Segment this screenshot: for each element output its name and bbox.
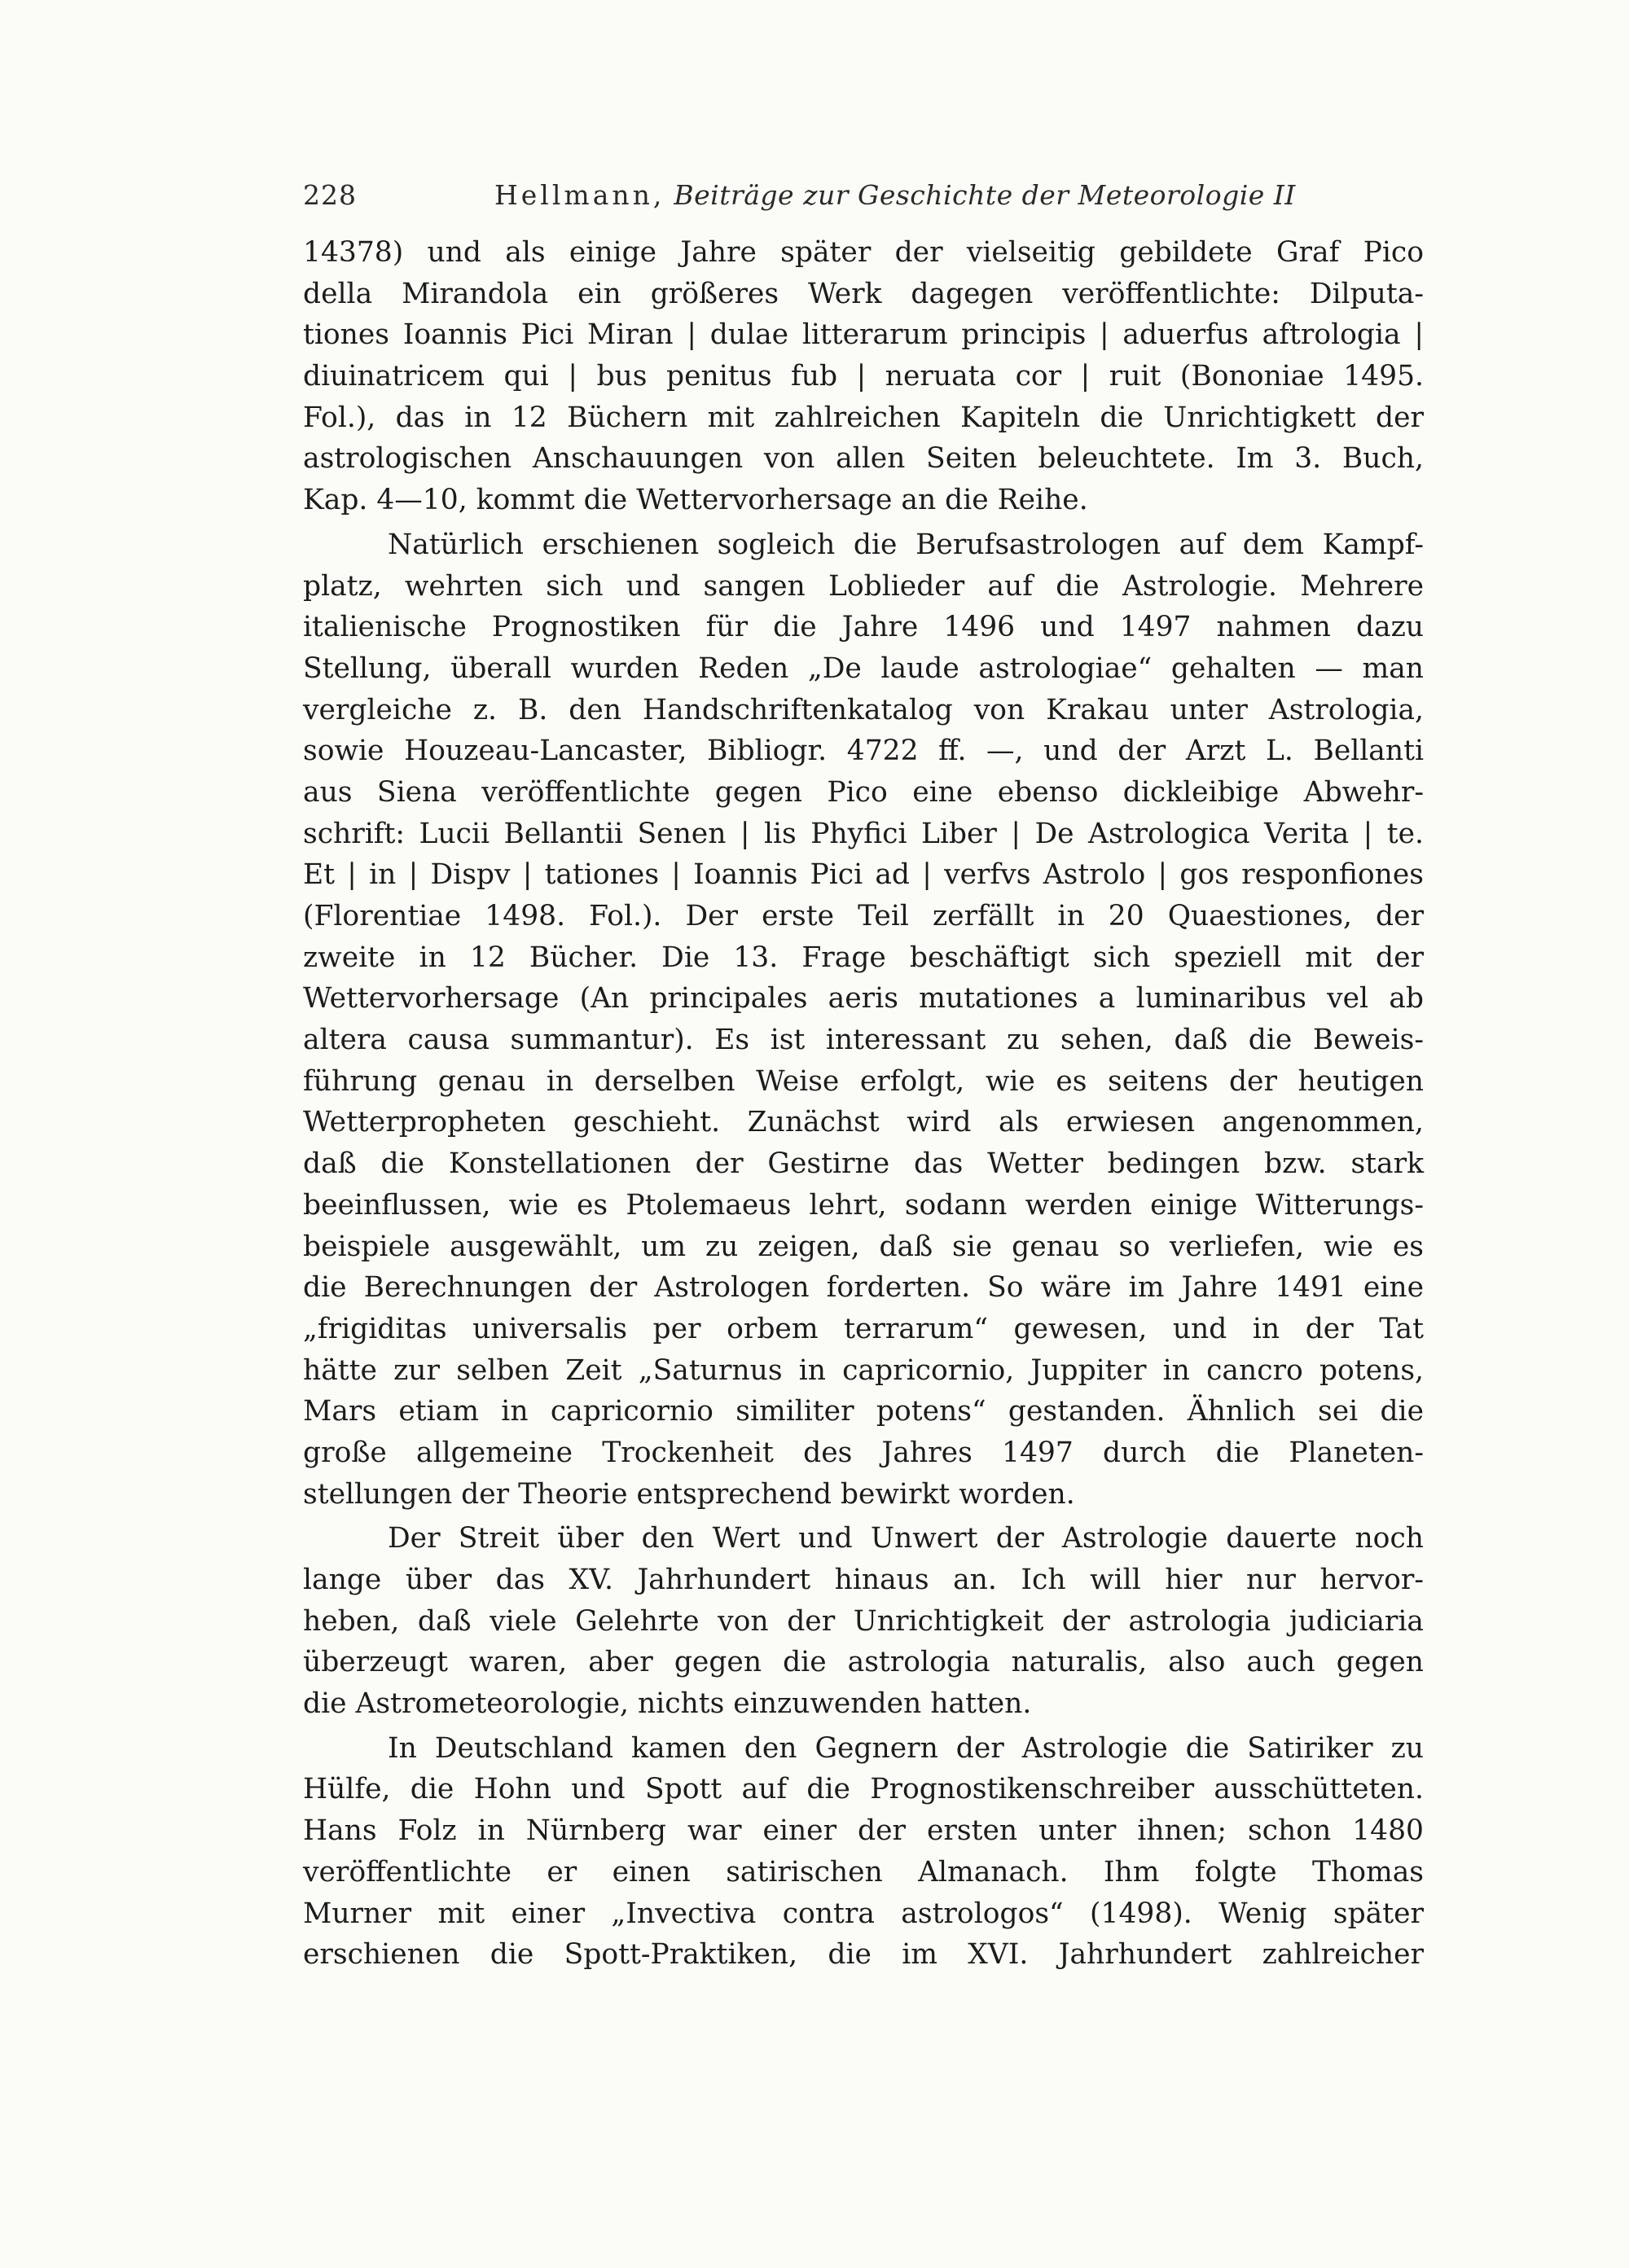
text-line: In Deutschland kamen den Gegnern der Astrologie die Satiriker zu xyxy=(388,1731,1424,1765)
text-line: 14378) und als einige Jahre später der vielseitig gebildete Graf Pico xyxy=(303,236,1424,269)
text-line: Et | in | Dispv | tationes | Ioannis Pici ad | verfvs Astrolo | gos responfiones xyxy=(303,858,1424,892)
text-line: die Astrometeorologie, nichts einzuwenden hatten. xyxy=(303,1687,1032,1721)
text-line: führung genau in derselben Weise erfolgt, wie es seitens der heutigen xyxy=(303,1064,1424,1098)
text-line: Wetterpropheten geschieht. Zunächst wird als erwiesen angenommen, xyxy=(303,1106,1424,1139)
text-line: aus Siena veröffentlichte gegen Pico eine ebenso dickleibige Abwehr- xyxy=(303,775,1424,809)
text-line: daß die Konstellationen der Gestirne das Wetter bedingen bzw. stark xyxy=(303,1147,1424,1181)
paragraph xyxy=(303,1728,1424,1976)
text-line: Natürlich erschienen sogleich die Berufsastrologen auf dem Kampf- xyxy=(388,528,1424,561)
text-line: Der Streit über den Wert und Unwert der Astrologie dauerte noch xyxy=(388,1522,1424,1555)
text-line: stellungen der Theorie entsprechend bewirkt worden. xyxy=(303,1477,1075,1511)
text-line: Murner mit einer „Invectiva contra astrologos“ (1498). Wenig später xyxy=(303,1897,1424,1930)
text-line: beispiele ausgewählt, um zu zeigen, daß sie genau so verliefen, wie es xyxy=(303,1230,1424,1263)
text-line: heben, daß viele Gelehrte von der Unrichtigkeit der astrologia judiciaria xyxy=(303,1604,1424,1638)
text-line: hätte zur selben Zeit „Saturnus in capricornio, Juppiter in cancro potens, xyxy=(303,1353,1424,1387)
header-title xyxy=(494,171,1296,220)
text-line: die Berechnungen der Astrologen forderten. So wäre im Jahre 1491 eine xyxy=(303,1271,1424,1305)
text-line: altera causa summantur). Es ist interessant zu sehen, daß die Beweis- xyxy=(303,1024,1424,1057)
text-line: zweite in 12 Bücher. Die 13. Frage beschäftigt sich speziell mit der xyxy=(303,941,1424,974)
text-line: Mars etiam in capricornio similiter potens“ gestanden. Ähnlich sei die xyxy=(303,1395,1424,1428)
text-line: della Mirandola ein größeres Werk dagegen veröffentlichte: Dilputa- xyxy=(303,277,1424,310)
text-line: sowie Houzeau-Lancaster, Bibliogr. 4722 ff. —, und der Arzt L. Bellanti xyxy=(303,735,1424,768)
text-line: erschienen die Spott-Praktiken, die im XVI. Jahrhundert zahlreicher xyxy=(303,1938,1424,1972)
text-line: Stellung, überall wurden Reden „De laude astrologiae“ gehalten — man xyxy=(303,651,1424,685)
page-number: 228 xyxy=(303,179,357,211)
text-line: Fol.), das in 12 Büchern mit zahlreichen Kapiteln die Unrichtigkett der xyxy=(303,401,1424,434)
text-line: veröffentlichte er einen satirischen Almanach. Ihm folgte Thomas xyxy=(303,1855,1424,1889)
text-line: vergleiche z. B. den Handschriftenkatalog von Krakau unter Astrologia, xyxy=(303,693,1424,726)
text-line: platz, wehrten sich und sangen Loblieder auf die Astrologie. Mehrere xyxy=(303,569,1424,603)
text-line: beeinflussen, wie es Ptolemaeus lehrt, sodann werden einige Witterungs- xyxy=(303,1188,1424,1222)
text-line: (Florentiae 1498. Fol.). Der erste Teil zerfällt in 20 Quaestiones, der xyxy=(303,900,1424,932)
text-line: diuinatricem qui | bus penitus fub | neruata cor | ruit (Bononiae 1495. xyxy=(303,360,1424,393)
paragraph xyxy=(303,232,1424,521)
paragraph xyxy=(303,524,1424,1516)
text-line: „frigiditas universalis per orbem terrarum“ gewesen, und in der Tat xyxy=(303,1312,1424,1345)
header-author: Hellmann, xyxy=(494,179,665,211)
paragraph xyxy=(303,1518,1424,1724)
text-line: lange über das XV. Jahrhundert hinaus an. Ich will hier nur hervor- xyxy=(303,1564,1424,1596)
text-line: Wettervorhersage (An principales aeris mutationes a luminaribus vel ab xyxy=(303,982,1424,1016)
text-line: italienische Prognostiken für die Jahre 1496 und 1497 nahmen dazu xyxy=(303,611,1424,644)
text-line: Kap. 4—10, kommt die Wettervorhersage an die Reihe. xyxy=(303,484,1088,517)
text-line: tiones Ioannis Pici Miran | dulae litterarum principis | aduerfus aftrologia | xyxy=(303,318,1424,352)
header-title-text: Beiträge zur Geschichte der Meteorologie II xyxy=(674,179,1296,211)
text-line: überzeugt waren, aber gegen die astrologia naturalis, also auch gegen xyxy=(303,1646,1424,1679)
text-line: Hans Folz in Nürnberg war einer der ersten unter ihnen; schon 1480 xyxy=(303,1814,1424,1848)
text-line: Hülfe, die Hohn und Spott auf die Prognostikenschreiber ausschütteten. xyxy=(303,1773,1424,1806)
text-line: große allgemeine Trockenheit des Jahres 1497 durch die Planeten- xyxy=(303,1436,1424,1469)
text-line: schrift: Lucii Bellantii Senen | lis Phyfici Liber | De Astrologica Verita | te. xyxy=(303,817,1424,850)
running-head xyxy=(303,171,1427,220)
body-text xyxy=(303,232,1424,1976)
text-line: astrologischen Anschauungen von allen Seiten beleuchtete. Im 3. Buch, xyxy=(303,442,1424,476)
